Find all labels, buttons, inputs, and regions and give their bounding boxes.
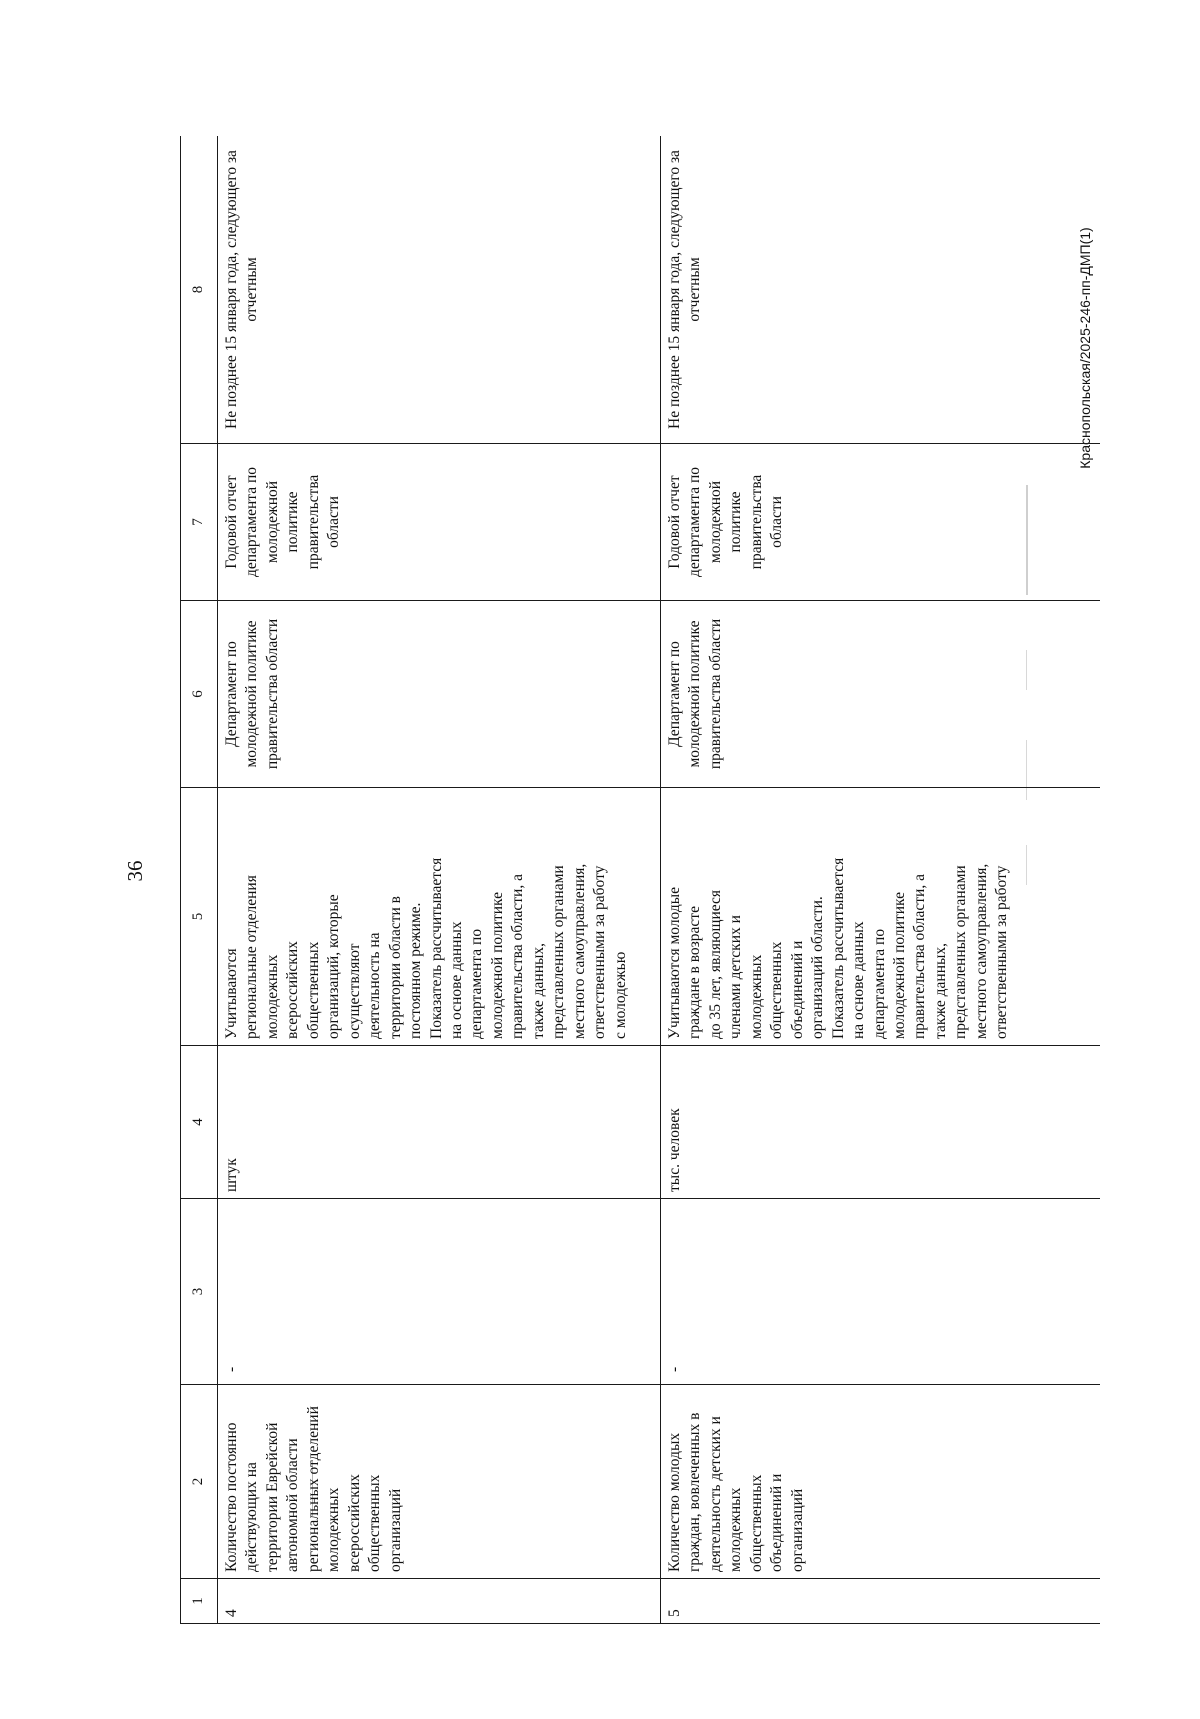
column-header: 1 — [181, 1579, 218, 1624]
data-source: Годовой отчет департамента по молодежной политике правительства области — [661, 444, 1101, 601]
responsible-body: Департамент по молодежной политике правительства области — [218, 601, 661, 788]
calculation-method: Учитываются молодые граждане в возрасте до 35 лет, являющиеся членами детских и молодежных общественных объединений и организаций области. Показатель рассчитывается на основе данных департамента по молодежной политике правительства области, а также данных, представленных органами местного самоуправления, ответственными за работу — [661, 788, 1101, 1046]
calculation-method: Учитываются региональные отделения молодежных всероссийских общественных организаций, которые осуществляют деятельность на территории области в постоянном режиме. Показатель рассчитывается на основе данных департамента по молодежной политике правительства области, а также данных, представленных органами местного самоуправления, ответственными за работу с молодежью — [218, 788, 661, 1046]
table-header-row — [181, 136, 218, 1624]
column-header: 6 — [181, 601, 218, 788]
data-source: Годовой отчет департамента по молодежной политике правительства области — [218, 444, 661, 601]
page-number: 36 — [123, 860, 147, 882]
column-header: 3 — [181, 1199, 218, 1385]
column-header: 4 — [181, 1046, 218, 1199]
column-header: 5 — [181, 788, 218, 1046]
base-value: - — [661, 1199, 1101, 1385]
column-header: 2 — [181, 1385, 218, 1579]
column-header: 8 — [181, 136, 218, 444]
indicator-name: Количество молодых граждан, вовлеченных в деятельность детских и молодежных общественных объединений и организаций — [661, 1385, 1101, 1579]
base-value: - — [218, 1199, 661, 1385]
unit-of-measure: штук — [218, 1046, 661, 1199]
rotated-table-stage — [180, 136, 1100, 1624]
responsible-body: Департамент по молодежной политике правительства области — [661, 601, 1101, 788]
row-number: 4 — [218, 1579, 661, 1624]
document-footer-id: Краснопольская/2025-246-пп-ДМП(1) — [1077, 227, 1093, 469]
table-row — [661, 136, 1101, 1624]
table-row — [218, 136, 661, 1624]
rotated-table-container — [180, 136, 1100, 1624]
reporting-deadline: Не позднее 15 января года, следующего за отчетным — [661, 136, 1101, 444]
indicators-table — [180, 136, 1100, 1624]
reporting-deadline: Не позднее 15 января года, следующего за отчетным — [218, 136, 661, 444]
row-number: 5 — [661, 1579, 1101, 1624]
column-header: 7 — [181, 444, 218, 601]
unit-of-measure: тыс. человек — [661, 1046, 1101, 1199]
indicator-name: Количество постоянно действующих на территории Еврейской автономной области региональных отделений молодежных всероссийских общественных организаций — [218, 1385, 661, 1579]
